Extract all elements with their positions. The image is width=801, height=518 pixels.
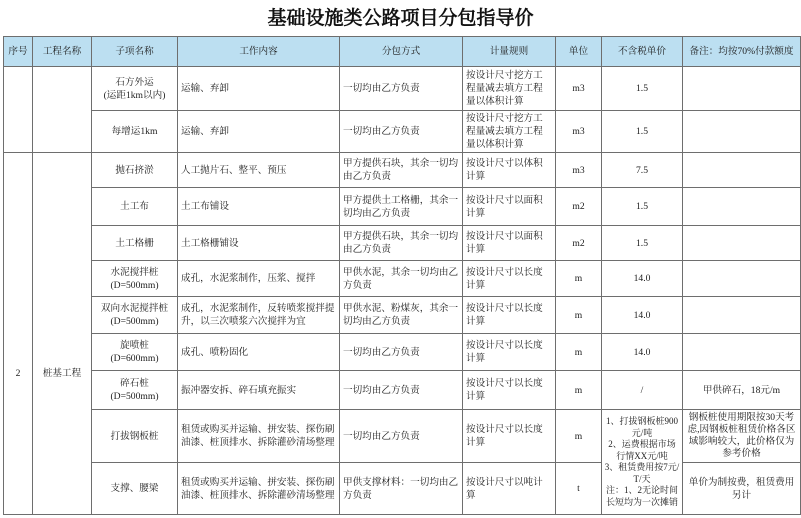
cell-remark [683, 188, 801, 226]
cell-price-merged: 1、打拔钢板桩900元/吨 2、运费根据市场行情XX元/吨 3、租赁费用按7元/T/天 注：1、2无论时间长短均为一次摊销 [602, 410, 683, 515]
cell-work: 土工格栅铺设 [178, 226, 340, 261]
header-method: 分包方式 [340, 37, 463, 67]
cell-rule: 按设计尺寸挖方工程量减去填方工程量以体积计算 [463, 67, 556, 111]
cell-work: 运输、弃卸 [178, 67, 340, 111]
cell-unit: m [556, 297, 602, 334]
cell-unit: m2 [556, 188, 602, 226]
cell-rule: 按设计尺寸挖方工程量减去填方工程量以体积计算 [463, 111, 556, 153]
cell-unit: t [556, 463, 602, 515]
table-row [4, 226, 801, 261]
cell-remark: 甲供碎石，18元/m [683, 371, 801, 410]
cell-work: 成孔，水泥浆制作，反转喷浆搅拌提升，以三次喷浆六次搅拌为宜 [178, 297, 340, 334]
cell-work: 运输、弃卸 [178, 111, 340, 153]
cell-work: 成孔、喷粉固化 [178, 334, 340, 371]
table-row [4, 371, 801, 410]
header-remark: 备注：均按70%付款额度 [683, 37, 801, 67]
cell-unit: m [556, 410, 602, 463]
table-row [4, 188, 801, 226]
cell-remark [683, 297, 801, 334]
cell-rule: 按设计尺寸以体积计算 [463, 153, 556, 188]
cell-method: 甲方提供土工格栅，其余一切均由乙方负责 [340, 188, 463, 226]
cell-sub-item: 支撑、腰梁 [92, 463, 178, 515]
cell-unit: m [556, 261, 602, 297]
cell-unit: m3 [556, 67, 602, 111]
cell-method: 一切均由乙方负责 [340, 334, 463, 371]
table-row [4, 410, 801, 463]
cell-sub-item: 打拔钢板桩 [92, 410, 178, 463]
cell-rule: 按设计尺寸以吨计算 [463, 463, 556, 515]
header-row [4, 37, 801, 67]
cell-remark [683, 226, 801, 261]
header-work: 工作内容 [178, 37, 340, 67]
table-row [4, 111, 801, 153]
cell-method: 甲供水泥，其余一切均由乙方负责 [340, 261, 463, 297]
header-sub-item: 子项名称 [92, 37, 178, 67]
table-row [4, 153, 801, 188]
cell-method: 一切均由乙方负责 [340, 67, 463, 111]
cell-rule: 按设计尺寸以长度计算 [463, 334, 556, 371]
cell-price: 1.5 [602, 226, 683, 261]
cell-price: 7.5 [602, 153, 683, 188]
cell-price: 14.0 [602, 297, 683, 334]
cell-unit: m3 [556, 111, 602, 153]
cell-method: 甲供支撑材料：一切均由乙方负责 [340, 463, 463, 515]
cell-work: 租赁或购买并运输、拼安装、探伤刷油漆、桩顶排水、拆除灌砂清场整理 [178, 410, 340, 463]
cell-method: 一切均由乙方负责 [340, 410, 463, 463]
cell-rule: 按设计尺寸以长度计算 [463, 261, 556, 297]
price-table [3, 36, 801, 515]
cell-method: 甲供水泥、粉煤灰，其余一切均由乙方负责 [340, 297, 463, 334]
cell-remark [683, 67, 801, 111]
cell-remark: 钢板桩使用期限按30天考虑,因钢板桩租赁价格各区域影响较大，此价格仅为参考价格 [683, 410, 801, 463]
cell-rule: 按设计尺寸以长度计算 [463, 297, 556, 334]
cell-sub-item: 水泥搅拌桩 (D=500mm) [92, 261, 178, 297]
header-unit: 单位 [556, 37, 602, 67]
cell-work: 租赁或购买并运输、拼安装、探伤刷油漆、桩顶排水、拆除灌砂清场整理 [178, 463, 340, 515]
cell-price: 1.5 [602, 188, 683, 226]
cell-work: 土工布铺设 [178, 188, 340, 226]
cell-sub-item: 每增运1km [92, 111, 178, 153]
table-row [4, 334, 801, 371]
cell-unit: m [556, 334, 602, 371]
cell-remark [683, 153, 801, 188]
cell-price: 1.5 [602, 111, 683, 153]
cell-group-project: 桩基工程 [33, 153, 92, 515]
cell-sub-item: 石方外运 (运距1km以内) [92, 67, 178, 111]
cell-remark: 单价为制按费，租赁费用另计 [683, 463, 801, 515]
cell-sub-item: 双向水泥搅拌桩 (D=500mm) [92, 297, 178, 334]
cell-unit: m2 [556, 226, 602, 261]
table-row [4, 67, 801, 111]
cell-rule: 按设计尺寸以长度计算 [463, 410, 556, 463]
cell-price: 14.0 [602, 261, 683, 297]
cell-rule: 按设计尺寸以长度计算 [463, 371, 556, 410]
cell-sub-item: 碎石桩 (D=500mm) [92, 371, 178, 410]
cell-price: / [602, 371, 683, 410]
cell-rule: 按设计尺寸以面积计算 [463, 226, 556, 261]
table-row [4, 261, 801, 297]
cell-method: 甲方提供石块，其余一切均由乙方负责 [340, 153, 463, 188]
cell-no-blank [4, 67, 33, 153]
cell-remark [683, 111, 801, 153]
header-no: 序号 [4, 37, 33, 67]
page-title: 基础设施类公路项目分包指导价 [267, 7, 534, 29]
cell-method: 甲方提供石块，其余一切均由乙方负责 [340, 226, 463, 261]
header-project: 工程名称 [33, 37, 92, 67]
cell-method: 一切均由乙方负责 [340, 371, 463, 410]
header-rule: 计量规则 [463, 37, 556, 67]
cell-work: 振冲器安拆、碎石填充振实 [178, 371, 340, 410]
cell-work: 成孔，水泥浆制作，压浆、搅拌 [178, 261, 340, 297]
cell-price: 1.5 [602, 67, 683, 111]
cell-unit: m3 [556, 153, 602, 188]
cell-remark [683, 261, 801, 297]
cell-sub-item: 抛石挤淤 [92, 153, 178, 188]
cell-price: 14.0 [602, 334, 683, 371]
cell-sub-item: 土工布 [92, 188, 178, 226]
cell-method: 一切均由乙方负责 [340, 111, 463, 153]
table-row [4, 297, 801, 334]
cell-work: 人工抛片石、整平、预压 [178, 153, 340, 188]
header-price: 不含税单价 [602, 37, 683, 67]
cell-unit: m [556, 371, 602, 410]
cell-sub-item: 土工格栅 [92, 226, 178, 261]
cell-group-no: 2 [4, 153, 33, 515]
cell-sub-item: 旋喷桩 (D=600mm) [92, 334, 178, 371]
cell-project-blank [33, 67, 92, 153]
cell-rule: 按设计尺寸以面积计算 [463, 188, 556, 226]
cell-remark [683, 334, 801, 371]
